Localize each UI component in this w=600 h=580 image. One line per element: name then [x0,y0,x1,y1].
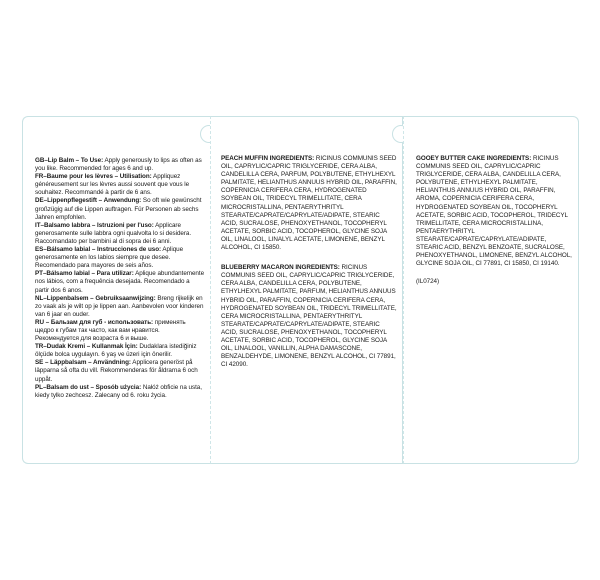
spacer [221,252,397,264]
spacer [416,268,574,278]
peach-muffin-heading: PEACH MUFFIN INGREDIENTS: [221,155,315,162]
instruction-pl: PL–Balsam do ust – Sposób użycia: Nałóż obficie na usta, kiedy tylko zechcesz. Zalecany od 6. roku życia. [35,383,202,399]
instruction-es: ES–Bálsamo labial – Instrucciones de uso: Aplique generosamente en los labios siempre que desee. Recomendado para mayores de seis años. [35,246,184,270]
instruction-pt: PT–Bálsamo labial – Para utilizar: Aplique abundantemente nos lábios, com a frequência desejada. Recomendado a partir dos 6 anos. [35,270,205,294]
usage-instructions-panel [22,116,210,464]
instruction-gb: GB–Lip Balm – To Use: Apply generously to lips as often as you like. Recommended for ages 6 and up. [35,157,202,173]
instruction-se: SE – Läppbalsam – Användning: Applicera generöst på läpparna så ofta du vill. Rekommenderas för åldrarna 6 och uppåt. [35,359,198,383]
blueberry-macaron-ingredients [221,264,397,369]
peach-muffin-ingredients [221,155,397,252]
gooey-butter-cake-list: RICINUS COMMUNIS SEED OIL, CAPRYLIC/CAPRIC TRIGLYCERIDE, CERA ALBA, CANDELILLA CERA, POLYBUTENE, ETHYLHEXYL PALMITATE, HELIANTHUS ANNUUS HYBRID OIL, PARAFFIN, AROMA, COPERNICIA CERIFERA CERA, HYDROGENATED SOYBEAN OIL, TOCOPHERYL ACETATE, SORBIC ACID, TOCOPHEROL, TRIDECYL TRIMELLITATE, CERA MICROCRISTALLINA, PENTAERYTHRITYL STEARATE/CAPRATE/CAPRYLATE/ADIPATE, STEARIC ACID, BENZYL BENZOATE, SUCRALOSE, PHENOXYETHANOL, LIMONENE, BENZYL ALCOHOL, GLYCINE SOJA OIL, CI 77891, CI 15850, CI 19140. [416,155,572,268]
instruction-ru: RU – Бальзам для губ - использовать: применять щедро к губам так часто, как вам нравится. Рекомендуется для возраста 6 и выше. [35,318,186,343]
ingredients-text-right [416,155,574,286]
peach-muffin-list: RICINUS COMMUNIS SEED OIL, CAPRYLIC/CAPRIC TRIGLYCERIDE, CERA ALBA, CANDELILLA CERA, PARFUM, POLYBUTENE, ETHYLHEXYL PALMITATE, HELIANTHUS ANNUUS HYBRID OIL, PARAFFIN, COPERNICIA CERIFERA CERA, HYDROGENATED SOYBEAN OIL, TRIDECYL TRIMELLITATE, CERA MICROCRISTALLINA, PENTAERYTHRITYL STEARATE/CAPRATE/CAPRYLATE/ADIPATE, STEARIC ACID, SUCRALOSE, PHENOXYETHANOL, TOCOPHERYL ACETATE, SORBIC ACID, TOCOPHEROL, GLYCINE SOJA OIL, LINALOOL, LINALYL ACETATE, LIMONENE, BENZYL ALCOHOL, CI 15850. [221,155,397,252]
instruction-de: DE–Lippenpflegestift – Anwendung: So oft wie gewünscht großzügig auf die Lippen auftragen. Für Personen ab sechs Jahren empfohlen. [35,197,202,221]
gooey-butter-cake-heading: GOOEY BUTTER CAKE INGREDIENTS: [416,155,532,162]
instruction-nl: NL–Lippenbalsem – Gebruiksaanwijzing: Breng rijkelijk en zo vaak als je wilt op je lippen aan. Aanbevolen voor kinderen van 6 jaar en ouder. [35,294,204,318]
instruction-tr: TR–Dudak Kremi – Kullanmak İçin: Dudaklara istediğiniz ölçüde bolca uygulayın. 6 yaş ve üzeri için önerilir. [35,343,197,359]
ingredients-panel-middle [210,116,403,464]
usage-instructions-text [35,157,205,400]
gooey-butter-cake-ingredients [416,155,574,268]
ingredients-panel-right [403,116,579,464]
blueberry-macaron-heading: BLUEBERRY MACARON INGREDIENTS: [221,264,340,272]
instruction-it: IT–Balsamo labbra – Istruzioni per l'uso: Applicare generosamente sulle labbra ogni qualvolta lo si desidera. Raccomandato per bambini al di sopra dei 6 anni. [35,221,192,245]
blueberry-macaron-list: RICINUS COMMUNIS SEED OIL, CAPRYLIC/CAPRIC TRIGLYCERIDE, CERA ALBA, CANDELILLA CERA, POLYBUTENE, ETHYLHEXYL PALMITATE, PARFUM, HELIANTHUS ANNUUS HYBRID OIL, PARAFFIN, COPERNICIA CERIFERA CERA, HYDROGENATED SOYBEAN OIL, TRIDECYL TRIMELLITATE, CERA MICROCRISTALLINA, PENTAERYTHRITYL STEARATE/CAPRATE/CAPRYLATE/ADIPATE, STEARIC ACID, SUCRALOSE, PHENOXYETHANOL, TOCOPHERYL ACETATE, SORBIC ACID, TOCOPHEROL, GLYCINE SOJA OIL, LINALOOL, VANILLIN, ALPHA DAMASCONE, BENZALDEHYDE, LIMONENE, BENZYL ALCOHOL, CI 77891, CI 42090. [221,264,397,369]
ingredients-text-middle [221,155,397,369]
product-code: (IL0724) [416,278,440,286]
instruction-fr: FR–Baume pour les lèvres – Utilisation: Appliquez généreusement sur les lèvres aussi souvent que vous le souhaitez. Recommandé à partir de 6 ans. [35,173,190,197]
